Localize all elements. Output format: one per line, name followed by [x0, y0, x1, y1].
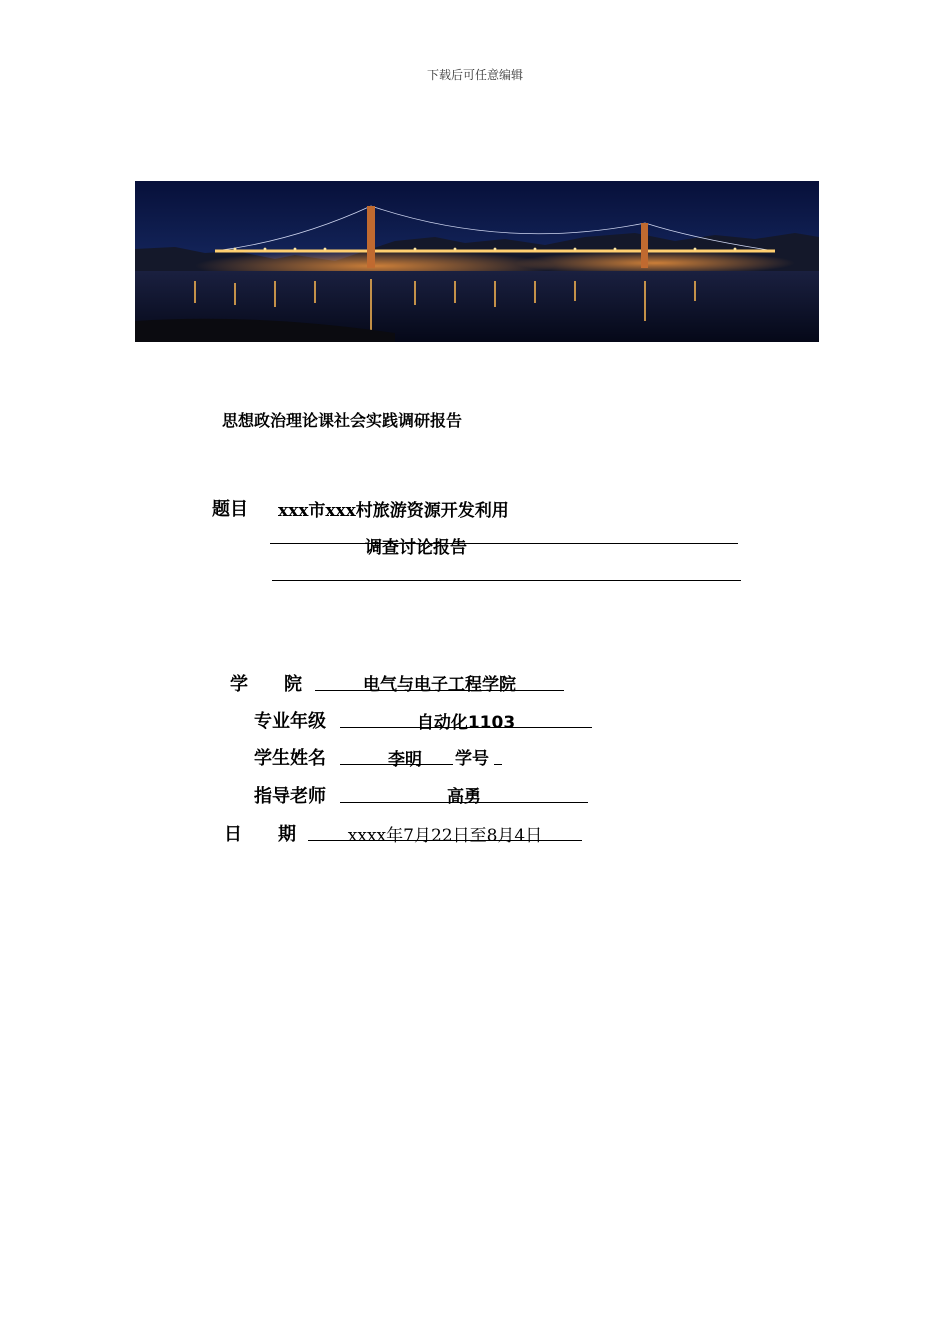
advisor-label: 指导老师 [254, 786, 326, 807]
date-label: 日 期 [224, 824, 296, 845]
student-value: 李明 [388, 750, 422, 770]
topic-line-1: xxx市xxx村旅游资源开发利用 [278, 501, 509, 521]
topic-line-2: 调查讨论报告 [365, 538, 467, 558]
topic-line-2-rule [270, 543, 738, 544]
page-header-note: 下载后可任意编辑 [426, 68, 523, 82]
student-id-label: 学号 [455, 749, 489, 769]
student-label: 学生姓名 [254, 748, 326, 769]
advisor-value: 高勇 [447, 787, 481, 807]
student-id-underline [494, 764, 502, 765]
document-title: 思想政治理论课社会实践调研报告 [222, 411, 463, 430]
banner-image [135, 181, 819, 342]
college-label: 学 院 [230, 674, 302, 695]
bridge-night-illustration [135, 181, 819, 342]
major-label: 专业年级 [254, 711, 326, 732]
date-value: xxxx年7月22日至8月4日 [347, 826, 543, 846]
topic-blank-line [272, 580, 741, 581]
topic-label: 题目 [212, 499, 248, 520]
major-value: 自动化1103 [416, 713, 516, 733]
college-value: 电气与电子工程学院 [363, 675, 516, 695]
